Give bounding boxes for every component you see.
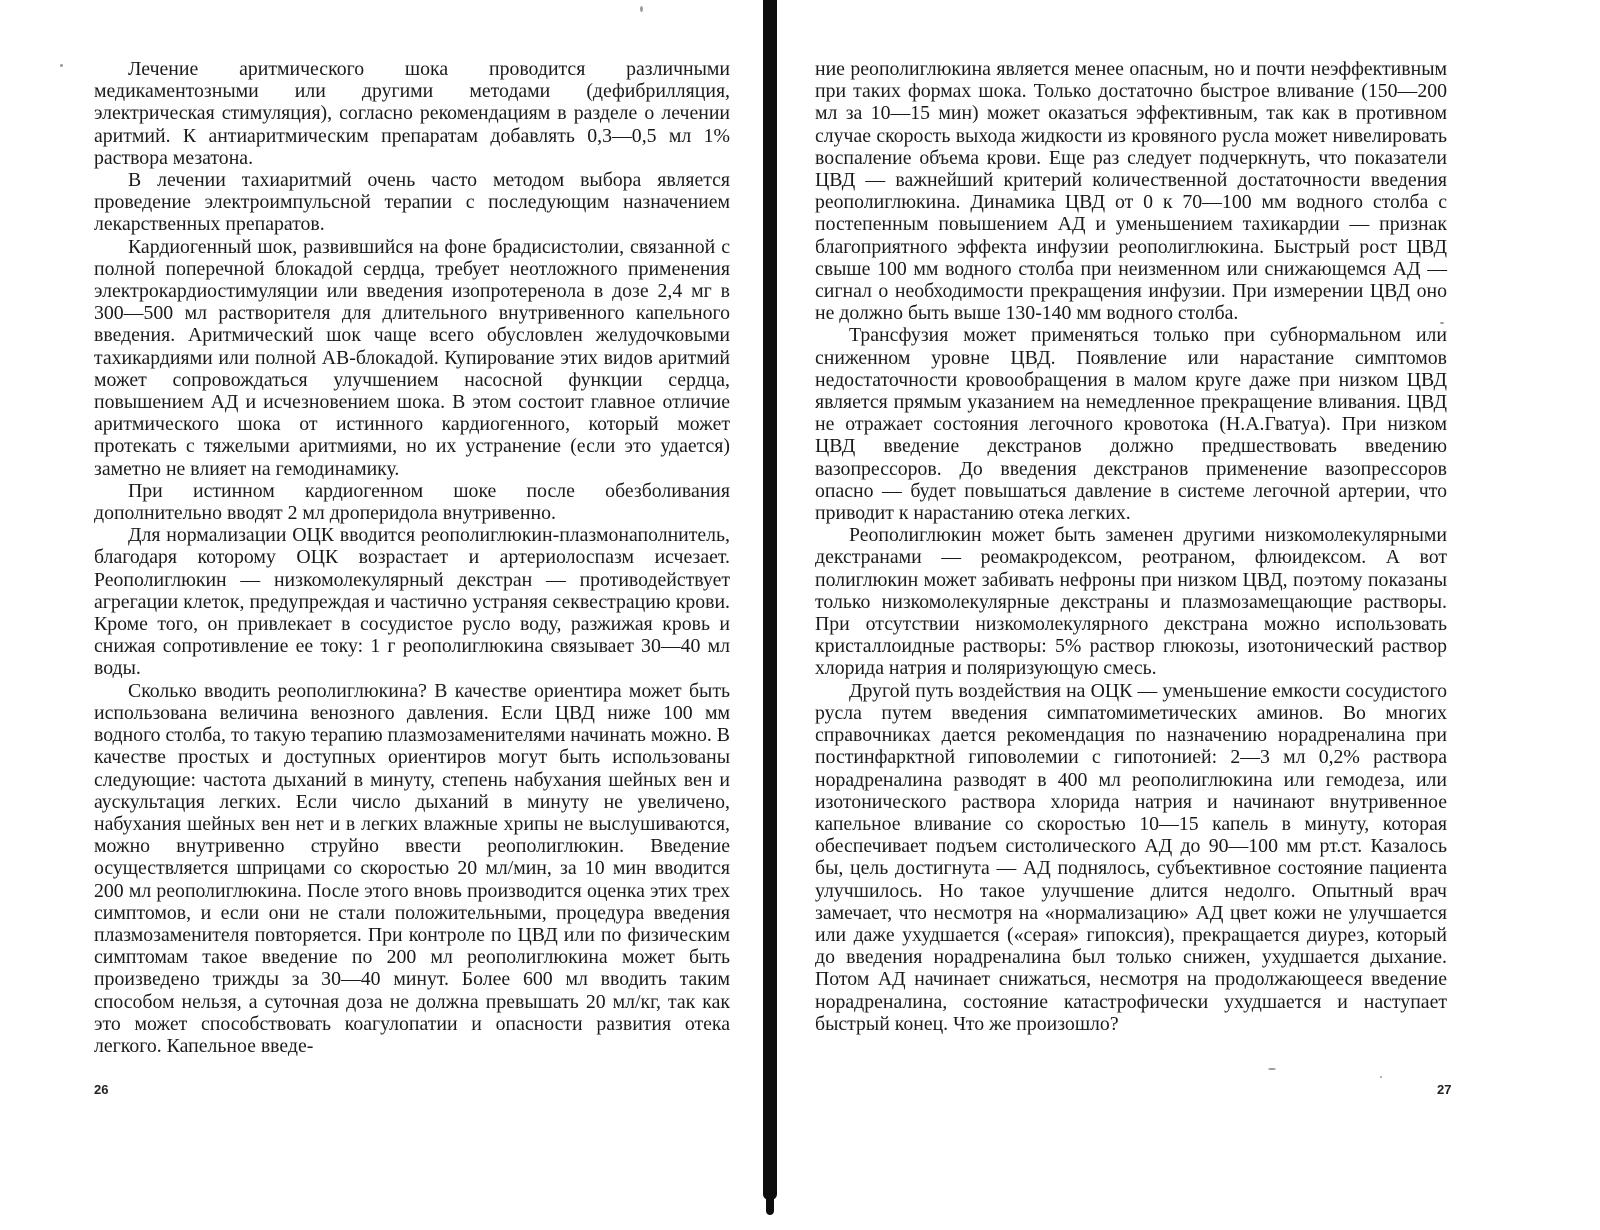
paragraph: Трансфузия может применяться только при субнормальном или сниженном уровне ЦВД. Появление или нарастание симптомов недостаточности кровообращения в малом круге даже при низком ЦВД является прямым указанием на немедленное прекращение вливания. ЦВД не отражает состояния легочного кровотока (Н.А.Гватуа). При низком ЦВД введение декстранов должно предшествовать введению вазопрессоров. До введения декстранов применение вазопрессоров опасно — будет повышаться давление в системе легочной артерии, что приводит к нарастанию отека легких. — [815, 324, 1447, 525]
book-spine-tail — [766, 1195, 774, 1215]
scan-speck — [1268, 1068, 1276, 1070]
paragraph: Сколько вводить реополиглюкина? В качестве ориентира может быть использована величина венозного давления. Если ЦВД ниже 100 мм водного столба, то такую терапию плазмозаменителями начинать можно. В качестве простых и доступных ориентиров могут быть использованы следующие: частота дыханий в минуту, степень набухания шейных вен и аускультация легких. Если число дыханий в минуту не увеличено, набухания шейных вен нет и в легких влажные хрипы не выслушиваются, можно внутривенно струйно ввести реополиглюкин. Введение осуществляется шприцами со скоростью 20 мл/мин, за 10 мин вводится 200 мл реополиглюкина. После этого вновь производится оценка этих трех симптомов, и если они не стали положительными, процедура введения плазмозаменителя повторяется. При контроле по ЦВД или по физическим симптомам такое введение по 200 мл реополиглюкина может быть произведено трижды за 30—40 минут. Более 600 мл вводить таким способом нельзя, а суточная доза не должна превышать 20 мл/кг, так как это может способствовать коагулопатии и опасности развития отека легкого. Капельное введе- — [94, 679, 730, 1057]
book-spine — [763, 0, 777, 1200]
paragraph: Лечение аритмического шока проводится различными медикаментозными или другими методами (дефибрилляция, электрическая стимуляция), согласно рекомендациям в разделе о лечении аритмий. К антиаритмическим препаратам добавлять 0,3—0,5 мл 1% раствора мезатона. — [94, 58, 730, 169]
page-number-right: 27 — [1437, 1082, 1452, 1097]
page-number-left: 26 — [94, 1082, 109, 1097]
left-page — [94, 58, 730, 1057]
paragraph: Кардиогенный шок, развившийся на фоне брадисистолии, связанной с полной поперечной блокадой сердца, требует неотложного применения электрокардиостимуляции или введения изопротеренола в дозе 2,4 мг в 300—500 мл растворителя для длительного внутривенного капельного введения. Аритмический шок чаще всего обусловлен желудочковыми тахикардиями или полной АВ-блокадой. Купирование этих видов аритмий может сопровождаться улучшением насосной функции сердца, повышением АД и исчезновением шока. В этом состоит главное отличие аритмического шока от истинного кардиогенного, который может протекать с тяжелыми аритмиями, но их устранение (если это удается) заметно не влияет на гемодинамику. — [94, 235, 730, 480]
paragraph: ние реополиглюкина является менее опасным, но и почти неэффективным при таких формах шока. Только достаточно быстрое вливание (150—200 мл за 10—15 мин) может оказаться эффективным, так как в противном случае скорость выхода жидкости из кровяного русла может нивелировать воспаление объема крови. Еще раз следует подчеркнуть, что показатели ЦВД — важнейший критерий количественной достаточности введения реополиглюкина. Динамика ЦВД от 0 к 70—100 мм водного столба с постепенным повышением АД и уменьшением тахикардии — признак благоприятного эффекта инфузии реополиглюкина. Быстрый рост ЦВД свыше 100 мм водного столба при неизменном или снижающемся АД — сигнал о необходимости прекращения инфузии. При измерении ЦВД оно не должно быть выше 130-140 мм водного столба. — [815, 58, 1447, 325]
paragraph: При истинном кардиогенном шоке после обезболивания дополнительно вводят 2 мл дроперидола внутривенно. — [94, 479, 730, 525]
paragraph: Реополиглюкин может быть заменен другими низкомолекулярными декстранами — реомакродексом, реотраном, флюидексом. А вот полиглюкин может забивать нефроны при низком ЦВД, поэтому показаны только низкомолекулярные декстраны и плазмозамещающие растворы. При отсутствии низкомолекулярного декстрана можно использовать кристаллоидные растворы: 5% раствор глюкозы, изотонический раствор хлорида натрия и поляризующую смесь. — [815, 524, 1447, 680]
paragraph: Для нормализации ОЦК вводится реополиглюкин-плазмонаполнитель, благодаря которому ОЦК возрастает и артериолоспазм исчезает. Реополиглюкин — низкомолекулярный декстран — противодействует агрегации клеток, предупреждая и частично устраняя секвестрацию крови. Кроме того, он привлекает в сосудистое русло воду, разжижая кровь и снижая сопротивление ее току: 1 г реополиглюкина связывает 30—40 мл воды. — [94, 524, 730, 680]
scan-speck — [1380, 1076, 1382, 1078]
scan-speck — [60, 64, 63, 67]
paragraph: В лечении тахиаритмий очень часто методом выбора является проведение электроимпульсной терапии с последующим назначением лекарственных препаратов. — [94, 169, 730, 236]
scan-speck — [640, 6, 643, 12]
right-page — [815, 58, 1447, 1035]
paragraph: Другой путь воздействия на ОЦК — уменьшение емкости сосудистого русла путем введения симпатомиметических аминов. Во многих справочниках дается рекомендация по назначению норадреналина при постинфарктной гиповолемии с гипотонией: 2—3 мл 0,2% раствора норадреналина разводят в 400 мл реополиглюкина или гемодеза, или изотонического раствора хлорида натрия и начинают внутривенное капельное вливание со скоростью 10—15 капель в минуту, которая обеспечивает подъем систолического АД до 90—100 мм рт.ст. Казалось бы, цель достигнута — АД поднялось, субъективное состояние пациента улучшилось. Но такое улучшение длится недолго. Опытный врач замечает, что несмотря на «нормализацию» АД цвет кожи не улучшается или даже ухудшается («серая» гипоксия), прекращается диурез, который до введения норадреналина был только снижен, ухудшается дыхание. Потом АД начинает снижаться, несмотря на продолжающееся введение норадреналина, состояние катастрофически ухудшается и наступает быстрый конец. Что же произошло? — [815, 679, 1447, 1035]
